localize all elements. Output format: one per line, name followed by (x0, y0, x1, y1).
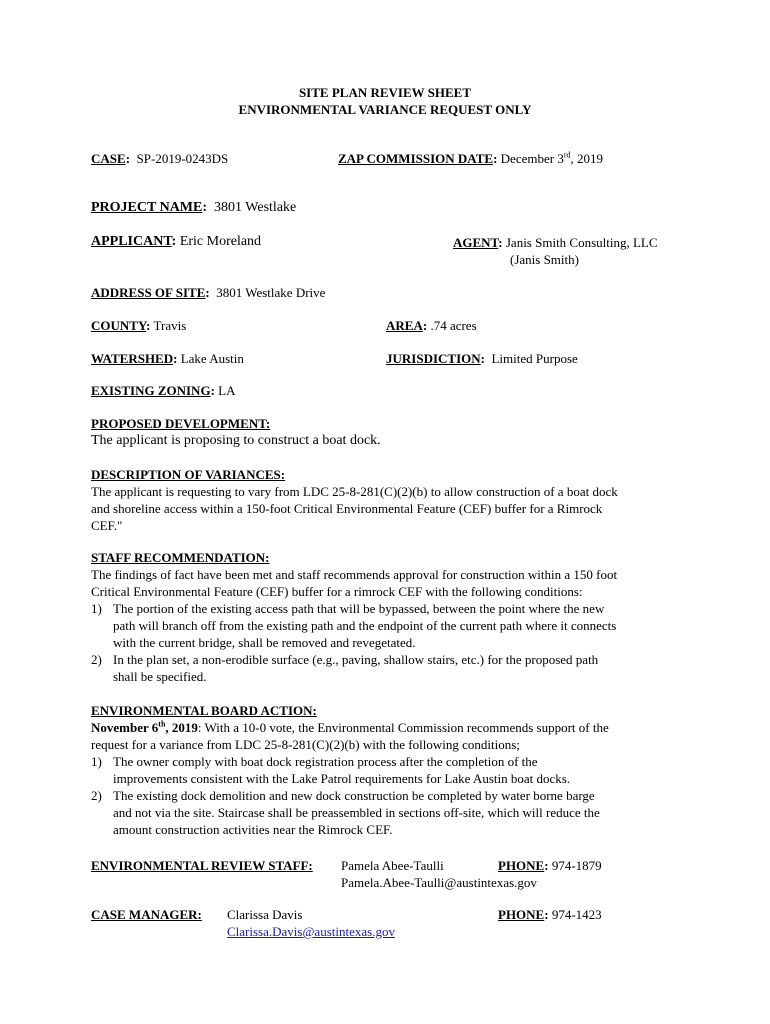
board-heading: ENVIRONMENTAL BOARD ACTION: (91, 703, 317, 718)
zap-value-pre: December 3 (500, 151, 564, 166)
agent-value-line1: Janis Smith Consulting, LLC (505, 235, 658, 250)
case-value: SP-2019-0243DS (136, 151, 229, 166)
county-label: COUNTY (91, 318, 147, 333)
variances-line-3: CEF." (91, 518, 123, 533)
list-item-number: 2) (91, 788, 102, 803)
list-item-number: 1) (91, 754, 102, 769)
case-manager-phone-row: PHONE: 974-1423 (498, 907, 602, 922)
case-row: CASE: SP-2019-0243DS (91, 151, 229, 166)
list-item (91, 753, 711, 787)
applicant-row: APPLICANT: Eric Moreland (91, 234, 262, 249)
variances-heading: DESCRIPTION OF VARIANCES: (91, 467, 286, 482)
list-item-line: with the current bridge, shall be removed and revegetated. (113, 635, 416, 650)
watershed-value: Lake Austin (180, 351, 244, 366)
jurisdiction-value: Limited Purpose (491, 351, 578, 366)
variances-section (91, 466, 711, 534)
board-line-1-rest: : With a 10-0 vote, the Environmental Commission recommends support of the (197, 720, 609, 735)
project-value: 3801 Westlake (214, 200, 297, 215)
variances-line-1: The applicant is requesting to vary from LDC 25-8-281(C)(2)(b) to allow construction of a boat dock (91, 484, 618, 499)
staff-heading: STAFF RECOMMENDATION: (91, 550, 270, 565)
list-item-line: path will branch off from the existing path and the endpoint of the current path where it connects (113, 618, 617, 633)
case-manager-email-link[interactable]: Clarissa.Davis@austintexas.gov (227, 924, 395, 939)
env-staff-label: ENVIRONMENTAL REVIEW STAFF: (91, 858, 313, 873)
staff-line-1: The findings of fact have been met and staff recommends approval for construction within a 150 foot (91, 567, 618, 582)
zap-label: ZAP COMMISSION DATE (338, 151, 494, 166)
variances-line-2: and shoreline access within a 150-foot Critical Environmental Feature (CEF) buffer for a Rimrock (91, 501, 603, 516)
case-manager-label: CASE MANAGER: (91, 907, 202, 922)
list-item (91, 600, 711, 651)
county-value: Travis (153, 318, 187, 333)
list-item-number: 1) (91, 601, 102, 616)
list-item-line: amount construction activities near the Rimrock CEF. (113, 822, 393, 837)
staff-conditions-list (91, 600, 711, 685)
board-section (91, 702, 711, 838)
proposed-section (91, 415, 691, 449)
board-date-post: , 2019 (165, 720, 198, 735)
board-date-sup: th (158, 719, 166, 729)
list-item-line: improvements consistent with the Lake Patrol requirements for Lake Austin boat docks. (113, 771, 571, 786)
agent-value-line2: (Janis Smith) (510, 252, 579, 267)
case-manager-name: Clarissa Davis (227, 907, 303, 922)
board-date-pre: November 6 (91, 720, 159, 735)
county-row: COUNTY: Travis (91, 318, 187, 333)
zap-value-sup: rd (563, 150, 571, 160)
list-item-line: The owner comply with boat dock registration process after the completion of the (113, 754, 538, 769)
area-row: AREA: .74 acres (386, 318, 477, 333)
staff-line-2: Critical Environmental Feature (CEF) buffer for a rimrock CEF with the following conditions: (91, 584, 583, 599)
proposed-text: The applicant is proposing to construct a boat dock. (91, 433, 381, 448)
case-label: CASE (91, 151, 126, 166)
jurisdiction-row: JURISDICTION: Limited Purpose (386, 351, 578, 366)
list-item-number: 2) (91, 652, 102, 667)
address-label: ADDRESS OF SITE (91, 285, 206, 300)
address-row: ADDRESS OF SITE: 3801 Westlake Drive (91, 285, 326, 300)
board-line-2: request for a variance from LDC 25-8-281(C)(2)(b) with the following conditions; (91, 737, 520, 752)
zoning-label: EXISTING ZONING (91, 383, 211, 398)
agent-row: AGENT: Janis Smith Consulting, LLC (453, 235, 658, 250)
list-item-line: The portion of the existing access path that will be bypassed, between the point where the new (113, 601, 605, 616)
zoning-row: EXISTING ZONING: LA (91, 383, 236, 398)
proposed-heading: PROPOSED DEVELOPMENT: (91, 416, 271, 431)
case-manager-phone: 974-1423 (551, 907, 602, 922)
list-item-line: shall be specified. (113, 669, 207, 684)
case-manager-phone-label: PHONE (498, 907, 545, 922)
list-item-line: In the plan set, a non-erodible surface (e.g., paving, shallow stairs, etc.) for the proposed path (113, 652, 599, 667)
board-conditions-list (91, 753, 711, 838)
board-line-1 (91, 719, 711, 736)
title-line-1: SITE PLAN REVIEW SHEET (298, 85, 472, 100)
watershed-row: WATERSHED: Lake Austin (91, 351, 244, 366)
list-item-line: and not via the site. Staircase shall be preassembled in sections off-site, which will reduce the (113, 805, 600, 820)
env-staff-phone-label: PHONE (498, 858, 545, 873)
staff-section (91, 549, 711, 685)
zap-date-row: ZAP COMMISSION DATE: December 3rd, 2019 (338, 150, 603, 166)
env-staff-email: Pamela.Abee-Taulli@austintexas.gov (341, 875, 537, 890)
zap-value-post: , 2019 (570, 151, 603, 166)
agent-label: AGENT (453, 235, 499, 250)
zoning-value: LA (218, 383, 236, 398)
applicant-label: APPLICANT (91, 234, 172, 249)
env-staff-phone: 974-1879 (551, 858, 602, 873)
env-staff-name: Pamela Abee-Taulli (341, 858, 444, 873)
area-value: .74 acres (430, 318, 477, 333)
applicant-value: Eric Moreland (179, 234, 262, 249)
address-value: 3801 Westlake Drive (216, 285, 326, 300)
list-item-line: The existing dock demolition and new dock construction be completed by water borne barge (113, 788, 595, 803)
jurisdiction-label: JURISDICTION (386, 351, 481, 366)
watershed-label: WATERSHED (91, 351, 174, 366)
title-line-2: ENVIRONMENTAL VARIANCE REQUEST ONLY (238, 102, 532, 117)
area-label: AREA (386, 318, 423, 333)
project-label: PROJECT NAME (91, 200, 203, 215)
project-row: PROJECT NAME: 3801 Westlake (91, 200, 297, 215)
env-staff-phone-row: PHONE: 974-1879 (498, 858, 602, 873)
list-item (91, 787, 711, 838)
list-item (91, 651, 711, 685)
